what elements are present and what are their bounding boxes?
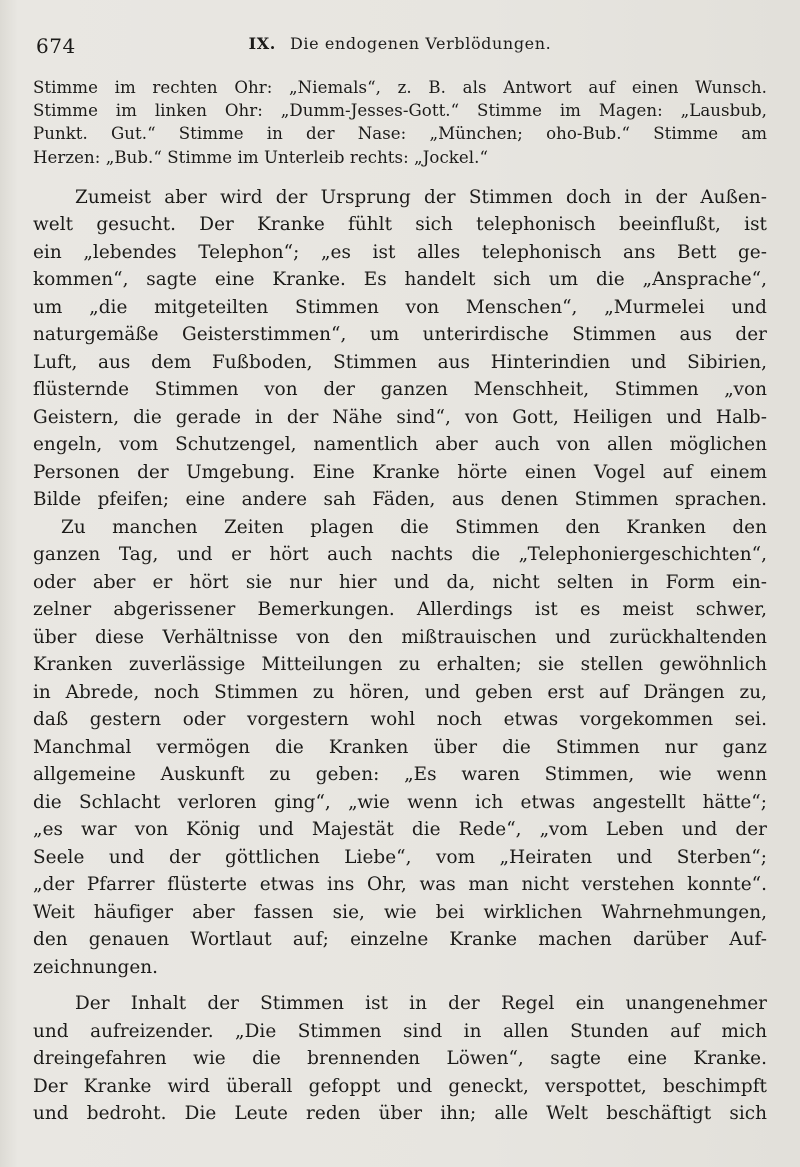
paragraph-voices-list bbox=[33, 76, 767, 169]
text-line: Herzen: „Bub.“ Stimme im Unterleib rechts: „Jockel.“ bbox=[33, 147, 488, 167]
text-line: zelner abgerissener Bemerkungen. Allerdings ist es meist schwer, bbox=[33, 599, 767, 621]
text-line: Zu manchen Zeiten plagen die Stimmen den Kranken den bbox=[61, 516, 767, 538]
text-line: Manchmal vermögen die Kranken über die Stimmen nur ganz bbox=[33, 736, 767, 758]
text-line: Punkt. Gut.“ Stimme in der Nase: „München; oho-Bub.“ Stimme am bbox=[33, 124, 767, 144]
text-line: Luft, aus dem Fußboden, Stimmen aus Hinterindien und Sibirien, bbox=[33, 351, 767, 373]
text-line: flüsternde Stimmen von der ganzen Menschheit, Stimmen „von bbox=[33, 379, 767, 401]
text-line: zeichnungen. bbox=[33, 956, 159, 978]
text-line: ganzen Tag, und er hört auch nachts die „Telephoniergeschichten“, bbox=[33, 544, 767, 566]
text-line: in Abrede, noch Stimmen zu hören, und geben erst auf Drängen zu, bbox=[33, 681, 767, 703]
text-line: kommen“, sagte eine Kranke. Es handelt sich um die „Ansprache“, bbox=[33, 269, 767, 291]
paragraph-content bbox=[33, 990, 767, 1128]
page-number: 674 bbox=[36, 34, 76, 58]
text-line: dreingefahren wie die brennenden Löwen“, sagte eine Kranke. bbox=[33, 1048, 767, 1070]
text-line: Zumeist aber wird der Ursprung der Stimmen doch in der Außen- bbox=[75, 186, 767, 208]
text-line: Der Inhalt der Stimmen ist in der Regel ein unangenehmer bbox=[75, 993, 767, 1015]
text-line: Bilde pfeifen; eine andere sah Fäden, aus denen Stimmen sprachen. bbox=[33, 489, 767, 511]
text-line: Personen der Umgebung. Eine Kranke hörte einen Vogel auf einem bbox=[33, 461, 767, 483]
text-line: naturgemäße Geisterstimmen“, um unterirdische Stimmen aus der bbox=[33, 324, 767, 346]
text-line: oder aber er hört sie nur hier und da, nicht selten in Form ein- bbox=[33, 571, 767, 593]
text-line: und bedroht. Die Leute reden über ihn; alle Welt beschäftigt sich bbox=[33, 1103, 767, 1125]
text-line: welt gesucht. Der Kranke fühlt sich telephonisch beeinflußt, ist bbox=[33, 214, 767, 236]
text-line: engeln, vom Schutzengel, namentlich aber auch von allen möglichen bbox=[33, 434, 767, 456]
text-line: Der Kranke wird überall gefoppt und geneckt, verspottet, beschimpft bbox=[33, 1075, 767, 1097]
text-line: „es war von König und Majestät die Rede“, „vom Leben und der bbox=[33, 819, 767, 841]
chapter-number: IX. bbox=[248, 34, 276, 53]
text-line: ein „lebendes Telephon“; „es ist alles telephonisch ans Bett ge- bbox=[33, 241, 767, 263]
text-line: Kranken zuverlässige Mitteilungen zu erhalten; sie stellen gewöhnlich bbox=[33, 654, 767, 676]
text-line: Geistern, die gerade in der Nähe sind“, von Gott, Heiligen und Halb- bbox=[33, 406, 767, 428]
text-line: um „die mitgeteilten Stimmen von Menschen“, „Murmelei und bbox=[33, 296, 767, 318]
text-line: Stimme im linken Ohr: „Dumm-Jesses-Gott.“ Stimme im Magen: „Lausbub, bbox=[33, 101, 767, 121]
text-line: die Schlacht verloren ging“, „wie wenn ich etwas angestellt hätte“; bbox=[33, 791, 767, 813]
text-line: Stimme im rechten Ohr: „Niemals“, z. B. als Antwort auf einen Wunsch. bbox=[33, 78, 767, 97]
chapter-title: Die endogenen Verblödungen. bbox=[289, 34, 552, 53]
text-line: über diese Verhältnisse von den mißtrauischen und zurückhaltenden bbox=[33, 626, 767, 648]
text-line: den genauen Wortlaut auf; einzelne Kranke machen darüber Auf- bbox=[33, 929, 767, 951]
text-line: Weit häufiger aber fassen sie, wie bei wirklichen Wahrnehmungen, bbox=[33, 901, 767, 923]
running-header bbox=[32, 32, 768, 58]
text-line: und aufreizender. „Die Stimmen sind in allen Stunden auf mich bbox=[33, 1020, 767, 1042]
paragraph-frequency bbox=[33, 514, 767, 982]
running-title bbox=[32, 34, 768, 53]
text-line: daß gestern oder vorgestern wohl noch etwas vorgekommen sei. bbox=[33, 709, 767, 731]
paragraph-origin bbox=[33, 184, 767, 514]
text-line: Seele und der göttlichen Liebe“, vom „Heiraten und Sterben“; bbox=[33, 846, 767, 868]
text-line: allgemeine Auskunft zu geben: „Es waren Stimmen, wie wenn bbox=[33, 764, 767, 786]
text-line: „der Pfarrer flüsterte etwas ins Ohr, was man nicht verstehen konnte“. bbox=[33, 874, 767, 896]
body-text bbox=[33, 76, 767, 1128]
